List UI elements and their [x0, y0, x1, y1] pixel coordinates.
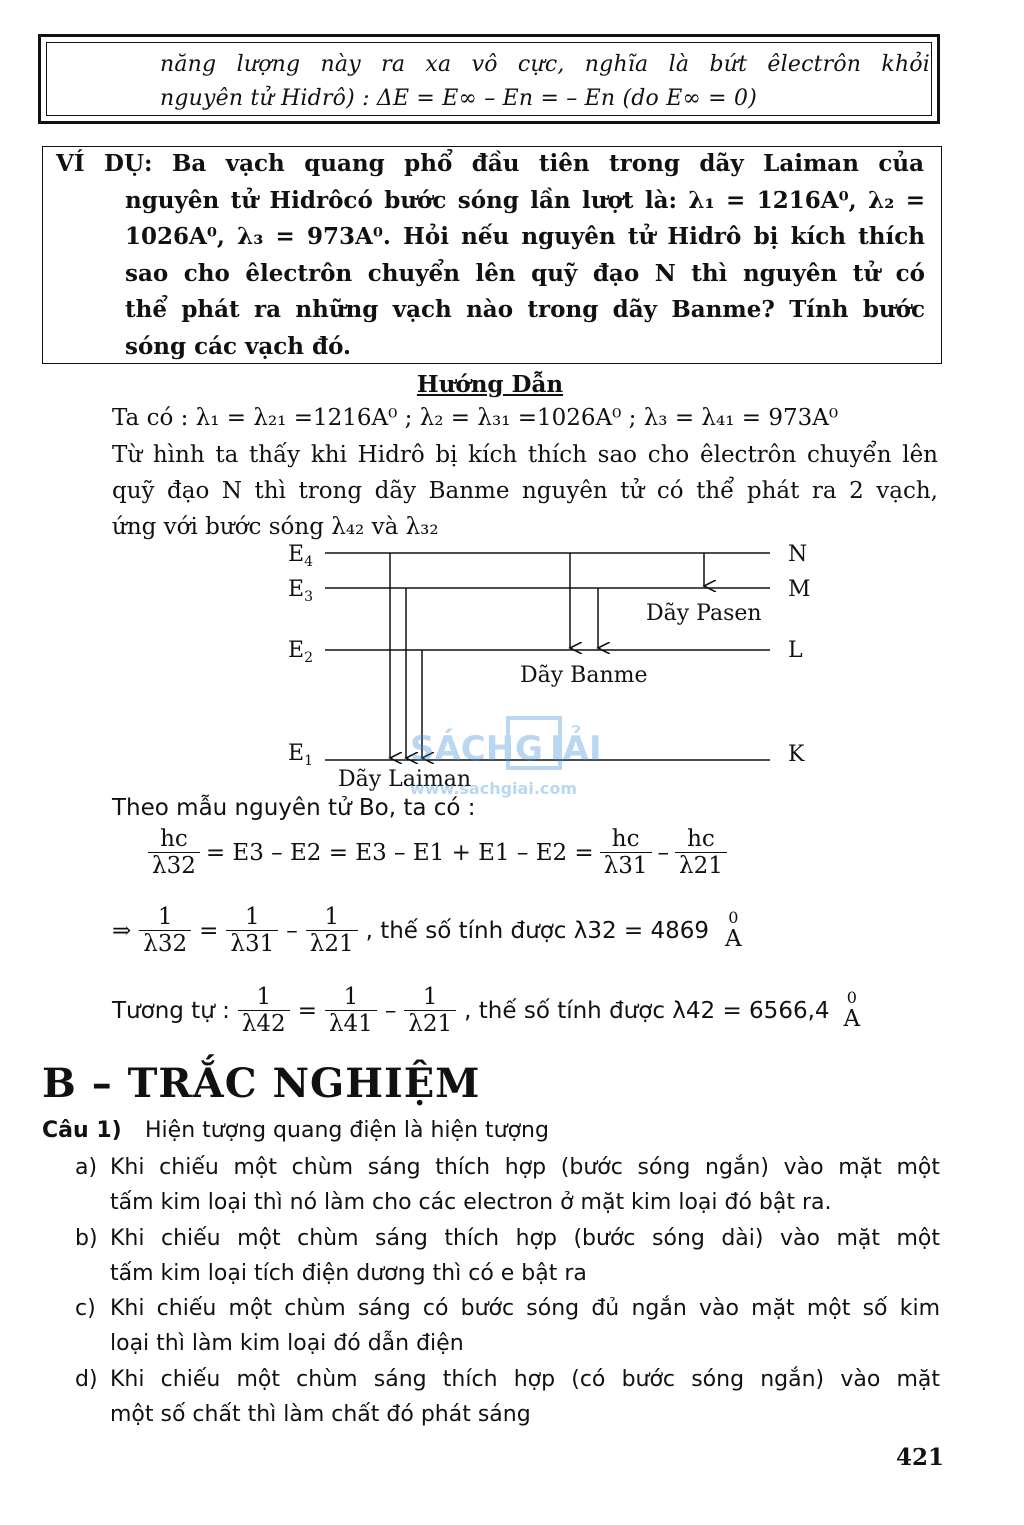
- option-b-letter: b): [75, 1226, 98, 1251]
- series-label-laiman: Dãy Laiman: [338, 767, 472, 792]
- implies-symbol: ⇒: [112, 917, 132, 944]
- bohr-equation-3: Tương tự : $\frac{1}{\lambda 42}$ = $\frac{1}{\lambda 41}$ – $\frac{1}{\lambda 21}$ , thế số tính được λ42 = 6566,4 0 A: [112, 984, 861, 1037]
- level-label-n: N: [788, 542, 808, 567]
- series-label-pasen: Dãy Pasen: [646, 601, 762, 626]
- level-label-e3: $E_3$: [288, 577, 313, 605]
- guide-line-2: Từ hình ta thấy khi Hidrô bị kích thích sao cho êlectrôn chuyển lên: [112, 442, 938, 468]
- example-line-6: sóng các vạch đó.: [125, 333, 352, 360]
- example-line-3: 1026A⁰, λ₃ = 973A⁰. Hỏi nếu nguyên tử Hidrô bị kích thích: [125, 223, 925, 250]
- angstrom-unit-2: 0 A: [843, 988, 861, 1032]
- guide-line-3: quỹ đạo N thì trong dãy Banme nguyên tử có thể phát ra 2 vạch,: [112, 478, 938, 504]
- option-a-line-1: Khi chiếu một chùm sáng thích hợp (bước sóng ngắn) vào mặt một: [110, 1155, 940, 1180]
- eq3-result: , thế số tính được λ42 = 6566,4: [464, 997, 830, 1024]
- guide-line-4: ứng với bước sóng λ₄₂ và λ₃₂: [112, 514, 439, 540]
- option-c-line-2: loại thì làm kim loại đó dẫn điện: [110, 1331, 464, 1356]
- page-number: 421: [896, 1444, 945, 1471]
- frac-hc-l31: $\frac{hc}{\lambda 31}$: [600, 826, 652, 879]
- svg-text:SÁCH: SÁCH: [410, 729, 515, 769]
- example-box: [42, 146, 942, 364]
- option-b-line-1: Khi chiếu một chùm sáng thích hợp (bước sóng dài) vào mặt một: [110, 1226, 940, 1251]
- bohr-intro: Theo mẫu nguyên tử Bo, ta có :: [112, 795, 476, 821]
- level-label-l: L: [788, 638, 803, 663]
- option-a-letter: a): [75, 1155, 98, 1180]
- question-text: Hiện tượng quang điện là hiện tượng: [145, 1118, 549, 1143]
- guide-line-1: Ta có : λ₁ = λ₂₁ =1216A⁰ ; λ₂ = λ₃₁ =1026A⁰ ; λ₃ = λ₄₁ = 973A⁰: [112, 405, 839, 431]
- example-line-1: VÍ DỤ: Ba vạch quang phổ đầu tiên trong dãy Laiman của: [56, 150, 924, 177]
- option-d-letter: d): [75, 1367, 98, 1392]
- option-b-line-2: tấm kim loại tích điện dương thì có e bật ra: [110, 1261, 587, 1286]
- example-line-5: thể phát ra những vạch nào trong dãy Banme? Tính bước: [125, 296, 925, 323]
- option-c-line-1: Khi chiếu một chùm sáng có bước sóng đủ ngắn vào mặt một số kim: [110, 1296, 940, 1321]
- guide-title: Hướng Dẫn: [416, 371, 564, 398]
- similar-label: Tương tự :: [112, 997, 230, 1024]
- level-label-e4: $E_4$: [288, 542, 313, 570]
- svg-text:IẢI: IẢI: [550, 729, 602, 769]
- level-label-k: K: [788, 742, 805, 767]
- series-label-banme: Dãy Banme: [520, 663, 648, 688]
- frac-hc-l32: $\frac{hc}{\lambda 32}$: [148, 826, 200, 879]
- note-line-2: nguyên tử Hidrô) : ΔE = E∞ – En = – En (do E∞ = 0): [160, 86, 757, 111]
- option-c-letter: c): [75, 1296, 96, 1321]
- eq2-result: , thế số tính được λ32 = 4869: [365, 917, 710, 944]
- angstrom-unit-1: 0 A: [725, 908, 742, 952]
- bohr-equation-2: ⇒ $\frac{1}{\lambda 32}$ = $\frac{1}{\lambda 31}$ – $\frac{1}{\lambda 21}$ , thế số tính được λ32 = 4869 0 A: [112, 904, 742, 957]
- level-label-e1: $E_1$: [288, 741, 313, 769]
- watermark-url: www.sachgiai.com: [410, 779, 578, 798]
- option-d-line-1: Khi chiếu một chùm sáng thích hợp (có bước sóng ngắn) vào mặt: [110, 1367, 940, 1392]
- level-label-m: M: [788, 577, 811, 602]
- example-line-4: sao cho êlectrôn chuyển lên quỹ đạo N thì nguyên tử có: [125, 260, 925, 287]
- svg-text:G: G: [515, 729, 543, 769]
- frac-hc-l21: $\frac{hc}{\lambda 21}$: [675, 826, 727, 879]
- example-line-2: nguyên tử Hidrôcó bước sóng lần lượt là: λ₁ = 1216A⁰, λ₂ =: [125, 187, 925, 214]
- level-label-e2: $E_2$: [288, 638, 313, 666]
- eq1-middle: = E3 – E2 = E3 – E1 + E1 – E2 =: [205, 839, 594, 866]
- note-line-1: năng lượng này ra xa vô cực, nghĩa là bứt êlectrôn khỏi: [160, 52, 930, 77]
- section-title: B – TRẮC NGHIỆM: [42, 1060, 481, 1107]
- question-label: Câu 1): [42, 1118, 122, 1143]
- watermark-logo: [410, 712, 620, 802]
- option-a-line-2: tấm kim loại thì nó làm cho các electron ở mặt kim loại đó bật ra.: [110, 1190, 832, 1215]
- option-d-line-2: một số chất thì làm chất đó phát sáng: [110, 1402, 531, 1427]
- bohr-equation-1: $\frac{hc}{\lambda 32}$ = E3 – E2 = E3 – E1 + E1 – E2 = $\frac{hc}{\lambda 31}$ – $\frac{hc}{\lambda 21}$: [148, 826, 727, 879]
